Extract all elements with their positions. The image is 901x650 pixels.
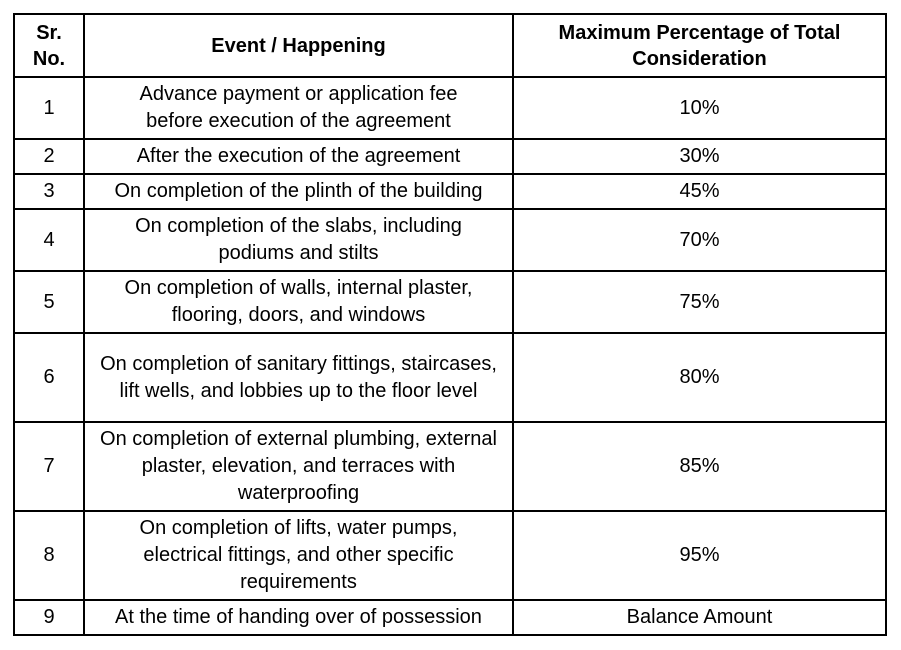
payment-schedule-table	[13, 13, 887, 636]
row-percentage: 70%	[513, 209, 886, 271]
row-event: After the execution of the agreement	[84, 139, 513, 174]
table-row	[14, 511, 886, 600]
row-percentage: 80%	[513, 333, 886, 422]
table-row	[14, 333, 886, 422]
header-row	[14, 14, 886, 77]
header-sr-no: Sr. No.	[14, 14, 84, 77]
table-row	[14, 139, 886, 174]
row-percentage: 95%	[513, 511, 886, 600]
row-event: On completion of sanitary fittings, staircases, lift wells, and lobbies up to the floor level	[84, 333, 513, 422]
row-event: Advance payment or application fee before execution of the agreement	[84, 77, 513, 139]
row-sr: 1	[14, 77, 84, 139]
row-event: On completion of the slabs, including podiums and stilts	[84, 209, 513, 271]
row-sr: 8	[14, 511, 84, 600]
table-row	[14, 271, 886, 333]
row-event: On completion of walls, internal plaster, flooring, doors, and windows	[84, 271, 513, 333]
row-sr: 2	[14, 139, 84, 174]
table-row	[14, 422, 886, 511]
table-row	[14, 209, 886, 271]
table-row	[14, 174, 886, 209]
table-row	[14, 77, 886, 139]
row-percentage: 10%	[513, 77, 886, 139]
table-row	[14, 600, 886, 635]
row-sr: 6	[14, 333, 84, 422]
header-percentage: Maximum Percentage of Total Consideration	[513, 14, 886, 77]
row-sr: 4	[14, 209, 84, 271]
row-percentage: 75%	[513, 271, 886, 333]
row-percentage: 45%	[513, 174, 886, 209]
row-sr: 5	[14, 271, 84, 333]
row-event: On completion of external plumbing, external plaster, elevation, and terraces with waterproofing	[84, 422, 513, 511]
row-event: On completion of lifts, water pumps, electrical fittings, and other specific requirements	[84, 511, 513, 600]
row-sr: 7	[14, 422, 84, 511]
row-sr: 3	[14, 174, 84, 209]
row-sr: 9	[14, 600, 84, 635]
row-percentage: 30%	[513, 139, 886, 174]
row-percentage: 85%	[513, 422, 886, 511]
row-percentage: Balance Amount	[513, 600, 886, 635]
row-event: At the time of handing over of possession	[84, 600, 513, 635]
row-event: On completion of the plinth of the building	[84, 174, 513, 209]
header-event: Event / Happening	[84, 14, 513, 77]
